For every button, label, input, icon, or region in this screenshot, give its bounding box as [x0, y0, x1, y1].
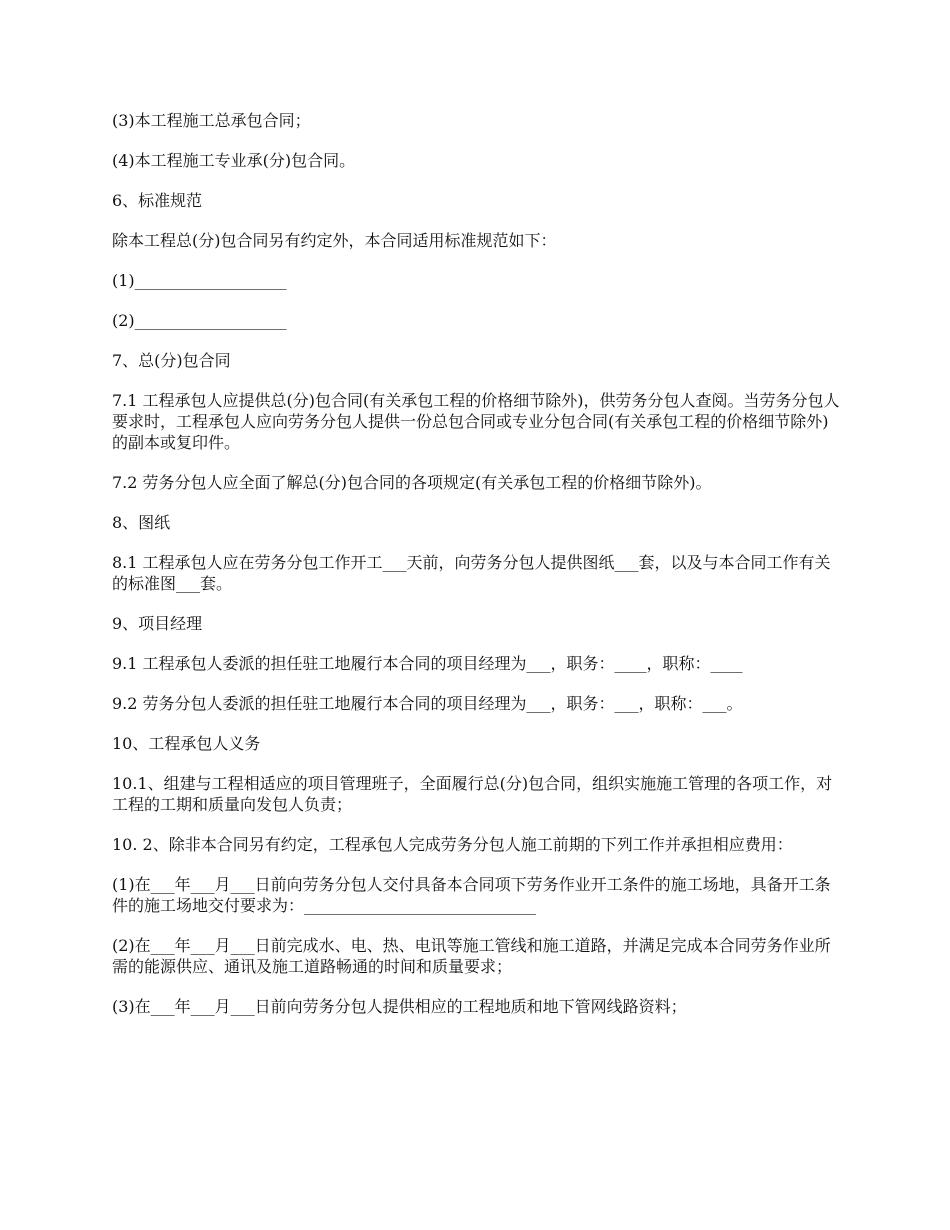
standard-blank-1: (1)___________________ — [112, 271, 287, 290]
section-6-heading: 6、标准规范 — [112, 191, 203, 210]
clause-8-1: 8.1 工程承包人应在劳务分包工作开工___天前，向劳务分包人提供图纸___套，以及与本合同工作有关的标准图___套。 — [112, 553, 831, 593]
clause-7-1: 7.1 工程承包人应提供总(分)包合同(有关承包工程的价格细节除外)，供劳务分包人查阅。当劳务分包人要求时，工程承包人应向劳务分包人提供一份总包合同或专业分包合同(有关承包工程的价格细节除外)的副本或复印件。 — [112, 391, 840, 452]
clause-10-2: 10. 2、除非本合同另有约定，工程承包人完成劳务分包人施工前期的下列工作并承担相应费用： — [112, 835, 793, 854]
section-8-heading: 8、图纸 — [112, 513, 171, 532]
clause-7-2: 7.2 劳务分包人应全面了解总(分)包合同的各项规定(有关承包工程的价格细节除外)。 — [112, 473, 712, 492]
clause-10-2-item-3: (3)在___年___月___日前向劳务分包人提供相应的工程地质和地下管网线路资料； — [112, 997, 687, 1016]
standard-blank-2: (2)___________________ — [112, 311, 287, 330]
clause-10-1: 10.1、组建与工程相适应的项目管理班子，全面履行总(分)包合同，组织实施施工管理的各项工作，对工程的工期和质量向发包人负责； — [112, 774, 833, 814]
item-3-general-contract: (3)本工程施工总承包合同； — [112, 111, 311, 130]
section-6-intro: 除本工程总(分)包合同另有约定外，本合同适用标准规范如下： — [112, 231, 557, 250]
section-10-heading: 10、工程承包人义务 — [112, 734, 261, 753]
clause-10-2-item-1: (1)在___年___月___日前向劳务分包人交付具备本合同项下劳务作业开工条件的施工场地，具备开工条件的施工场地交付要求为：_____________________________ — [112, 875, 831, 915]
clause-10-2-item-2: (2)在___年___月___日前完成水、电、热、电讯等施工管线和施工道路，并满足完成本合同劳务作业所需的能源供应、通讯及施工道路畅通的时间和质量要求； — [112, 936, 831, 976]
clause-9-2: 9.2 劳务分包人委派的担任驻工地履行本合同的项目经理为___，职务：___，职称：___。 — [112, 694, 743, 713]
clause-9-1: 9.1 工程承包人委派的担任驻工地履行本合同的项目经理为___，职务：____，职称：____ — [112, 654, 743, 673]
document-page — [112, 110, 840, 1036]
section-9-heading: 9、项目经理 — [112, 614, 203, 633]
item-4-specialty-subcontract: (4)本工程施工专业承(分)包合同。 — [112, 151, 356, 170]
section-7-heading: 7、总(分)包合同 — [112, 351, 231, 370]
